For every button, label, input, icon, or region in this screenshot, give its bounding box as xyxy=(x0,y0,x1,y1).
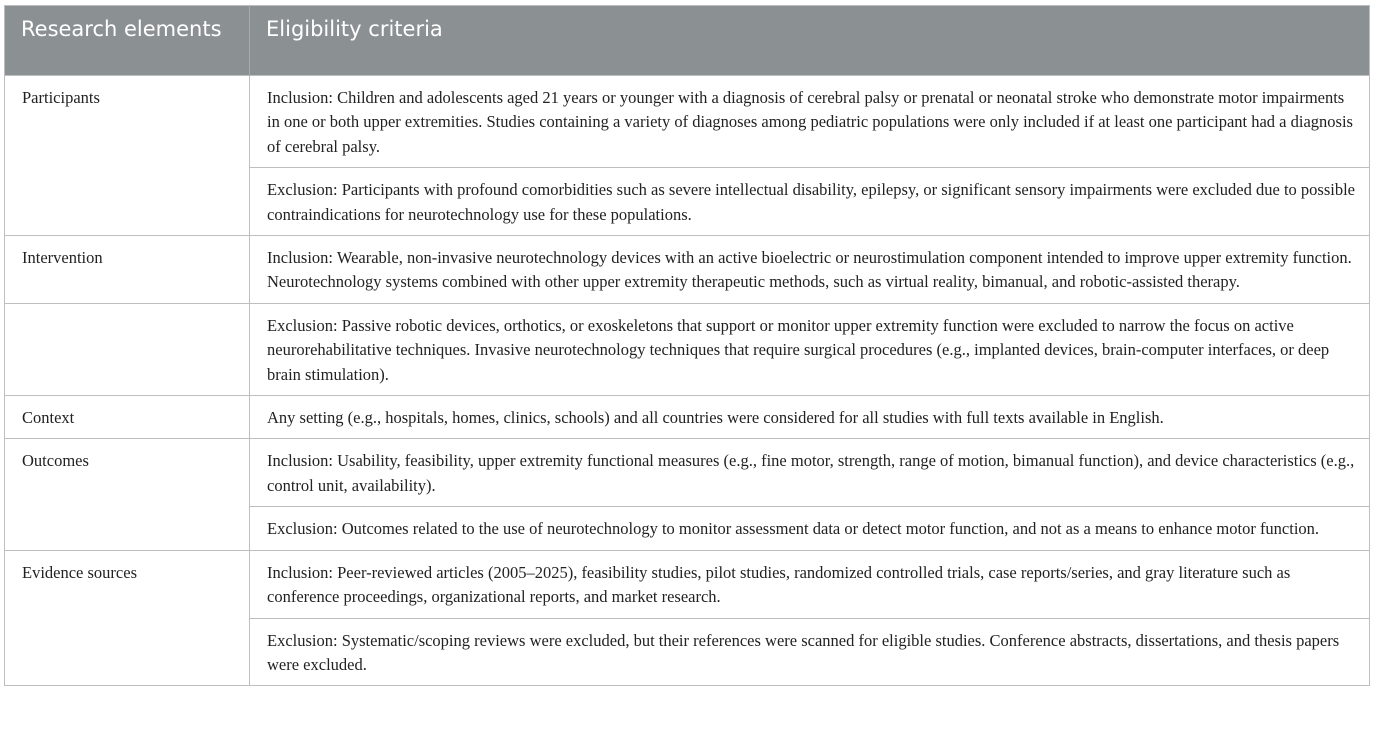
table-row xyxy=(5,76,1370,168)
element-cell: Context xyxy=(5,396,250,439)
element-cell: Participants xyxy=(5,76,250,236)
element-cell: Evidence sources xyxy=(5,550,250,686)
table-row xyxy=(5,303,1370,395)
criteria-cell: Inclusion: Wearable, non-invasive neurotechnology devices with an active bioelectric or neurostimulation component intended to improve upper extremity function. Neurotechnology systems combined with other upper extremity therapeutic methods, such as virtual reality, bimanual, and robotic-assisted therapy. xyxy=(250,236,1370,304)
criteria-cell: Inclusion: Peer-reviewed articles (2005–2025), feasibility studies, pilot studies, randomized controlled trials, case reports/series, and gray literature such as conference proceedings, organizational reports, and market research. xyxy=(250,550,1370,618)
element-cell: Outcomes xyxy=(5,439,250,550)
criteria-cell: Any setting (e.g., hospitals, homes, clinics, schools) and all countries were considered for all studies with full texts available in English. xyxy=(250,396,1370,439)
criteria-cell: Exclusion: Systematic/scoping reviews were excluded, but their references were scanned for eligible studies. Conference abstracts, dissertations, and thesis papers were excluded. xyxy=(250,618,1370,686)
criteria-cell: Exclusion: Outcomes related to the use of neurotechnology to monitor assessment data or detect motor function, and not as a means to enhance motor function. xyxy=(250,507,1370,550)
header-row xyxy=(5,6,1370,76)
table-row xyxy=(5,396,1370,439)
element-cell xyxy=(5,303,250,395)
criteria-cell: Inclusion: Children and adolescents aged 21 years or younger with a diagnosis of cerebral palsy or prenatal or neonatal stroke who demonstrate motor impairments in one or both upper extremities. Studies containing a variety of diagnoses among pediatric populations were only included if at least one participant had a diagnosis of cerebral palsy. xyxy=(250,76,1370,168)
table-row xyxy=(5,439,1370,507)
table-row xyxy=(5,236,1370,304)
eligibility-criteria-table xyxy=(4,5,1370,686)
table-body xyxy=(5,76,1370,686)
table-row xyxy=(5,550,1370,618)
element-cell: Intervention xyxy=(5,236,250,304)
criteria-cell: Exclusion: Passive robotic devices, orthotics, or exoskeletons that support or monitor upper extremity function were excluded to narrow the focus on active neurorehabilitative techniques. Invasive neurotechnology techniques that require surgical procedures (e.g., implanted devices, brain-computer interfaces, or deep brain stimulation). xyxy=(250,303,1370,395)
header-eligibility-criteria: Eligibility criteria xyxy=(250,6,1370,76)
criteria-cell: Inclusion: Usability, feasibility, upper extremity functional measures (e.g., fine motor, strength, range of motion, bimanual function), and device characteristics (e.g., control unit, availability). xyxy=(250,439,1370,507)
table-header xyxy=(5,6,1370,76)
criteria-cell: Exclusion: Participants with profound comorbidities such as severe intellectual disability, epilepsy, or significant sensory impairments were excluded due to possible contraindications for neurotechnology use for these populations. xyxy=(250,168,1370,236)
header-research-elements: Research elements xyxy=(5,6,250,76)
